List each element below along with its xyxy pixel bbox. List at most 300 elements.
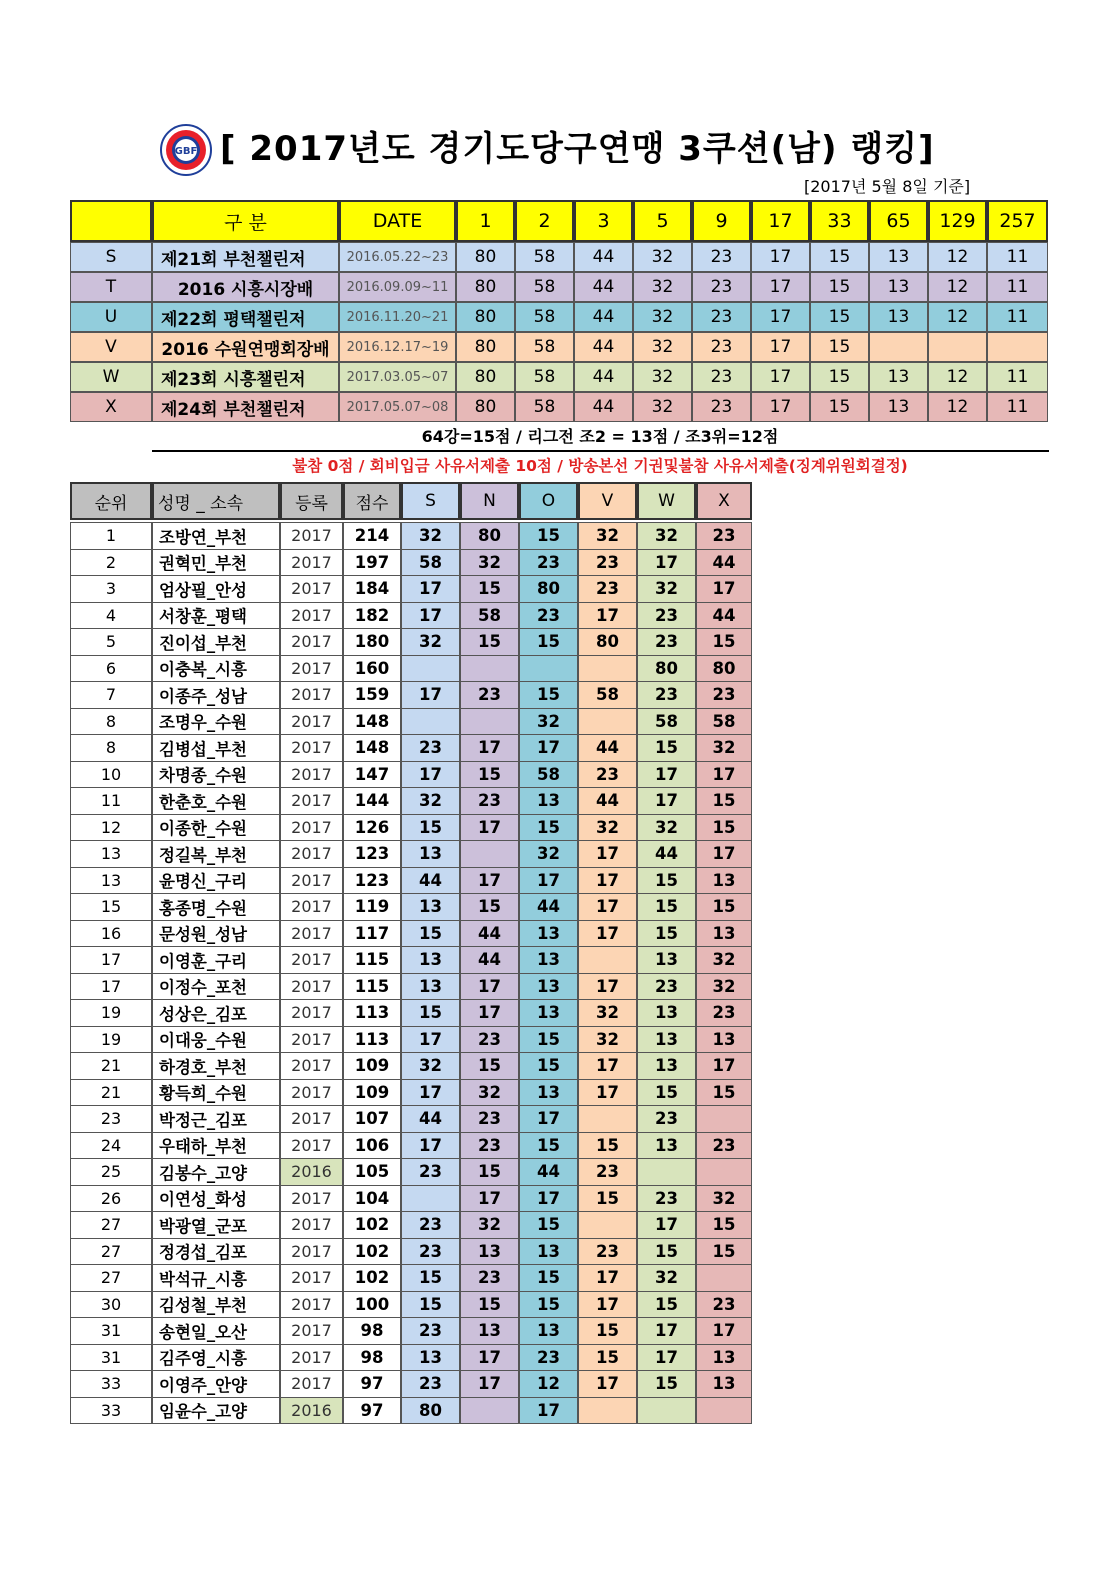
registration-year: 2017 <box>280 946 343 974</box>
points-cell: 32 <box>633 392 692 422</box>
event-points <box>696 1158 752 1186</box>
rank-cell: 5 <box>70 628 152 656</box>
event-points: 32 <box>460 1079 519 1107</box>
event-points: 15 <box>696 1079 752 1107</box>
event-points: 32 <box>637 575 696 603</box>
points-cell: 44 <box>574 242 633 272</box>
ranking-header-cell: 등록 <box>280 482 343 520</box>
event-points: 32 <box>578 522 637 550</box>
points-cell: 17 <box>751 392 810 422</box>
event-points <box>696 1105 752 1133</box>
event-points: 17 <box>401 1026 460 1054</box>
player-name: 이정수_포천 <box>152 973 280 1001</box>
registration-year: 2016 <box>280 1158 343 1186</box>
tournament-points-table <box>70 200 1048 422</box>
event-points: 17 <box>637 1344 696 1372</box>
points-cell: 15 <box>810 302 869 332</box>
points-cell <box>987 332 1048 362</box>
event-points: 13 <box>519 973 578 1001</box>
tournament-code: S <box>70 242 152 272</box>
registration-year: 2017 <box>280 628 343 656</box>
event-points: 80 <box>519 575 578 603</box>
event-points: 17 <box>578 1264 637 1292</box>
event-points: 15 <box>519 1026 578 1054</box>
event-points: 17 <box>578 1370 637 1398</box>
total-score: 117 <box>343 920 401 948</box>
event-points: 13 <box>519 1317 578 1345</box>
event-points: 32 <box>578 999 637 1027</box>
event-points: 44 <box>460 920 519 948</box>
ranking-header-cell: O <box>519 482 578 520</box>
event-points: 17 <box>696 575 752 603</box>
event-points: 23 <box>696 999 752 1027</box>
event-points: 13 <box>696 1026 752 1054</box>
points-cell: 58 <box>515 392 574 422</box>
event-points: 32 <box>696 946 752 974</box>
event-points: 23 <box>401 734 460 762</box>
event-points: 13 <box>460 1317 519 1345</box>
event-points: 58 <box>401 549 460 577</box>
event-points: 23 <box>637 602 696 630</box>
registration-year: 2016 <box>280 1397 343 1425</box>
event-points: 15 <box>519 814 578 842</box>
rank-cell: 25 <box>70 1158 152 1186</box>
total-score: 115 <box>343 946 401 974</box>
event-points: 15 <box>637 734 696 762</box>
player-name: 정길복_부천 <box>152 840 280 868</box>
total-score: 109 <box>343 1052 401 1080</box>
event-points: 13 <box>401 946 460 974</box>
points-cell: 58 <box>515 242 574 272</box>
event-points: 15 <box>637 1238 696 1266</box>
event-points: 15 <box>401 814 460 842</box>
event-points: 17 <box>460 867 519 895</box>
event-points <box>578 1397 637 1425</box>
event-points: 15 <box>460 628 519 656</box>
event-points: 15 <box>460 575 519 603</box>
event-points <box>578 655 637 683</box>
total-score: 119 <box>343 893 401 921</box>
event-points: 17 <box>460 734 519 762</box>
rank-cell: 1 <box>70 522 152 550</box>
event-points: 23 <box>637 1105 696 1133</box>
registration-year: 2017 <box>280 1344 343 1372</box>
event-points: 15 <box>519 1052 578 1080</box>
player-name: 이영훈_구리 <box>152 946 280 974</box>
event-points: 44 <box>637 840 696 868</box>
tournament-name: 2016 시흥시장배 <box>152 272 339 302</box>
event-points <box>519 655 578 683</box>
total-score: 102 <box>343 1238 401 1266</box>
points-cell: 12 <box>928 362 987 392</box>
total-score: 144 <box>343 787 401 815</box>
event-points: 23 <box>578 761 637 789</box>
event-points: 13 <box>401 840 460 868</box>
event-points: 32 <box>637 1264 696 1292</box>
event-points: 15 <box>637 1370 696 1398</box>
event-points: 13 <box>519 999 578 1027</box>
tournament-date: 2016.11.20~21 <box>339 302 456 332</box>
player-name: 진이섭_부천 <box>152 628 280 656</box>
player-name: 윤명신_구리 <box>152 867 280 895</box>
rank-cell: 15 <box>70 893 152 921</box>
event-points: 44 <box>519 893 578 921</box>
rank-cell: 17 <box>70 973 152 1001</box>
registration-year: 2017 <box>280 840 343 868</box>
points-note: 64강=15점 / 리그전 조2 = 13점 / 조3위=12점 <box>421 427 779 446</box>
event-points: 15 <box>637 1291 696 1319</box>
player-name: 송현일_오산 <box>152 1317 280 1345</box>
points-cell: 44 <box>574 272 633 302</box>
points-header-cell: 33 <box>810 200 869 242</box>
total-score: 180 <box>343 628 401 656</box>
registration-year: 2017 <box>280 893 343 921</box>
rank-cell: 23 <box>70 1105 152 1133</box>
ranking-table <box>70 482 752 1425</box>
tournament-date: 2016.09.09~11 <box>339 272 456 302</box>
points-cell: 15 <box>810 272 869 302</box>
event-points: 23 <box>401 1317 460 1345</box>
points-cell: 32 <box>633 242 692 272</box>
divider <box>152 450 1049 452</box>
points-cell: 15 <box>810 392 869 422</box>
registration-year: 2017 <box>280 814 343 842</box>
tournament-date: 2017.05.07~08 <box>339 392 456 422</box>
event-points: 17 <box>696 761 752 789</box>
event-points: 15 <box>460 1052 519 1080</box>
player-name: 엄상필_안성 <box>152 575 280 603</box>
rank-cell: 33 <box>70 1370 152 1398</box>
event-points: 23 <box>401 1238 460 1266</box>
event-points: 23 <box>696 1132 752 1160</box>
points-header-cell: 5 <box>633 200 692 242</box>
rank-cell: 6 <box>70 655 152 683</box>
event-points: 23 <box>637 973 696 1001</box>
event-points: 80 <box>460 522 519 550</box>
event-points <box>696 1264 752 1292</box>
player-name: 임윤수_고양 <box>152 1397 280 1425</box>
gbf-logo <box>160 124 212 176</box>
event-points: 17 <box>519 1185 578 1213</box>
event-points: 23 <box>401 1158 460 1186</box>
event-points: 32 <box>460 1211 519 1239</box>
points-cell: 80 <box>456 242 515 272</box>
event-points: 13 <box>637 1052 696 1080</box>
player-name: 우태하_부천 <box>152 1132 280 1160</box>
event-points: 17 <box>696 840 752 868</box>
event-points: 44 <box>401 1105 460 1133</box>
tournament-code: V <box>70 332 152 362</box>
points-cell <box>869 332 928 362</box>
total-score: 107 <box>343 1105 401 1133</box>
player-name: 서창훈_평택 <box>152 602 280 630</box>
total-score: 106 <box>343 1132 401 1160</box>
event-points: 15 <box>696 1238 752 1266</box>
event-points <box>401 1185 460 1213</box>
player-name: 이충복_시흥 <box>152 655 280 683</box>
tournament-name: 제22회 평택챌린저 <box>152 302 339 332</box>
points-cell: 32 <box>633 332 692 362</box>
registration-year: 2017 <box>280 1291 343 1319</box>
event-points: 17 <box>637 1211 696 1239</box>
points-cell: 23 <box>692 362 751 392</box>
tournament-code: W <box>70 362 152 392</box>
points-cell: 58 <box>515 272 574 302</box>
points-cell: 58 <box>515 302 574 332</box>
points-header-cell: 구 분 <box>152 200 339 242</box>
points-cell: 13 <box>869 362 928 392</box>
rank-cell: 30 <box>70 1291 152 1319</box>
event-points: 13 <box>401 893 460 921</box>
points-cell: 11 <box>987 302 1048 332</box>
player-name: 이종한_수원 <box>152 814 280 842</box>
points-cell: 17 <box>751 362 810 392</box>
player-name: 황득희_수원 <box>152 1079 280 1107</box>
rank-cell: 33 <box>70 1397 152 1425</box>
event-points: 13 <box>401 1344 460 1372</box>
event-points: 15 <box>578 1185 637 1213</box>
total-score: 123 <box>343 840 401 868</box>
total-score: 214 <box>343 522 401 550</box>
rank-cell: 19 <box>70 999 152 1027</box>
total-score: 102 <box>343 1264 401 1292</box>
points-cell: 23 <box>692 332 751 362</box>
registration-year: 2017 <box>280 920 343 948</box>
points-cell: 13 <box>869 302 928 332</box>
registration-year: 2017 <box>280 681 343 709</box>
event-points: 13 <box>519 787 578 815</box>
event-points: 15 <box>578 1344 637 1372</box>
event-points: 32 <box>578 1026 637 1054</box>
total-score: 109 <box>343 1079 401 1107</box>
total-score: 105 <box>343 1158 401 1186</box>
total-score: 115 <box>343 973 401 1001</box>
player-name: 이영주_안양 <box>152 1370 280 1398</box>
event-points: 32 <box>519 708 578 736</box>
event-points: 23 <box>696 522 752 550</box>
event-points: 44 <box>460 946 519 974</box>
event-points: 15 <box>696 1211 752 1239</box>
registration-year: 2017 <box>280 708 343 736</box>
ranking-header-cell: S <box>401 482 460 520</box>
total-score: 126 <box>343 814 401 842</box>
tournament-name: 제21회 부천챌린저 <box>152 242 339 272</box>
rank-cell: 4 <box>70 602 152 630</box>
registration-year: 2017 <box>280 1079 343 1107</box>
event-points <box>578 946 637 974</box>
rank-cell: 27 <box>70 1211 152 1239</box>
points-cell: 15 <box>810 242 869 272</box>
event-points: 23 <box>460 681 519 709</box>
event-points: 15 <box>637 893 696 921</box>
event-points: 17 <box>460 999 519 1027</box>
rank-cell: 2 <box>70 549 152 577</box>
total-score: 184 <box>343 575 401 603</box>
points-header-cell: 9 <box>692 200 751 242</box>
event-points: 23 <box>519 602 578 630</box>
event-points: 15 <box>696 814 752 842</box>
event-points: 23 <box>637 1185 696 1213</box>
event-points: 13 <box>401 973 460 1001</box>
event-points: 13 <box>637 1132 696 1160</box>
event-points: 15 <box>578 1317 637 1345</box>
event-points: 17 <box>401 602 460 630</box>
event-points: 23 <box>578 1158 637 1186</box>
points-cell: 12 <box>928 242 987 272</box>
points-cell: 58 <box>515 362 574 392</box>
player-name: 정경섭_김포 <box>152 1238 280 1266</box>
event-points: 13 <box>519 1238 578 1266</box>
registration-year: 2017 <box>280 734 343 762</box>
total-score: 148 <box>343 708 401 736</box>
event-points: 15 <box>460 1291 519 1319</box>
points-cell: 11 <box>987 392 1048 422</box>
points-cell: 13 <box>869 392 928 422</box>
points-cell: 11 <box>987 272 1048 302</box>
registration-year: 2017 <box>280 1211 343 1239</box>
event-points: 17 <box>637 787 696 815</box>
points-cell: 12 <box>928 272 987 302</box>
event-points: 15 <box>519 1264 578 1292</box>
tournament-date: 2017.03.05~07 <box>339 362 456 392</box>
event-points: 17 <box>519 734 578 762</box>
points-cell: 23 <box>692 272 751 302</box>
event-points: 17 <box>460 973 519 1001</box>
points-cell: 13 <box>869 272 928 302</box>
total-score: 98 <box>343 1317 401 1345</box>
points-cell: 17 <box>751 272 810 302</box>
event-points: 32 <box>696 1185 752 1213</box>
event-points: 15 <box>519 681 578 709</box>
player-name: 조명우_수원 <box>152 708 280 736</box>
event-points <box>460 708 519 736</box>
event-points: 17 <box>460 814 519 842</box>
event-points: 13 <box>519 920 578 948</box>
total-score: 102 <box>343 1211 401 1239</box>
total-score: 98 <box>343 1344 401 1372</box>
event-points: 32 <box>637 522 696 550</box>
rank-cell: 19 <box>70 1026 152 1054</box>
event-points: 17 <box>637 549 696 577</box>
total-score: 147 <box>343 761 401 789</box>
points-cell: 17 <box>751 242 810 272</box>
event-points: 58 <box>578 681 637 709</box>
event-points: 15 <box>460 1158 519 1186</box>
event-points: 15 <box>696 893 752 921</box>
event-points: 13 <box>696 1370 752 1398</box>
registration-year: 2017 <box>280 1026 343 1054</box>
player-name: 박정근_김포 <box>152 1105 280 1133</box>
event-points: 23 <box>401 1370 460 1398</box>
points-cell: 58 <box>515 332 574 362</box>
event-points: 17 <box>578 893 637 921</box>
event-points: 23 <box>696 681 752 709</box>
total-score: 123 <box>343 867 401 895</box>
event-points <box>578 1105 637 1133</box>
registration-year: 2017 <box>280 999 343 1027</box>
points-cell: 80 <box>456 362 515 392</box>
event-points: 23 <box>578 575 637 603</box>
player-name: 이연성_화성 <box>152 1185 280 1213</box>
event-points: 44 <box>578 787 637 815</box>
event-points: 17 <box>519 1397 578 1425</box>
total-score: 97 <box>343 1370 401 1398</box>
tournament-date: 2016.12.17~19 <box>339 332 456 362</box>
player-name: 김성철_부천 <box>152 1291 280 1319</box>
event-points: 15 <box>696 787 752 815</box>
player-name: 박광열_군포 <box>152 1211 280 1239</box>
player-name: 박석규_시흥 <box>152 1264 280 1292</box>
svg-text:GBF: GBF <box>174 146 198 157</box>
event-points: 32 <box>460 549 519 577</box>
event-points: 32 <box>401 628 460 656</box>
points-header-cell: DATE <box>339 200 456 242</box>
points-cell: 23 <box>692 302 751 332</box>
points-cell: 15 <box>810 332 869 362</box>
points-cell: 44 <box>574 392 633 422</box>
event-points: 17 <box>696 1317 752 1345</box>
points-cell: 32 <box>633 272 692 302</box>
event-points <box>637 1397 696 1425</box>
points-cell: 32 <box>633 302 692 332</box>
rank-cell: 3 <box>70 575 152 603</box>
event-points: 23 <box>578 549 637 577</box>
rank-cell: 21 <box>70 1079 152 1107</box>
registration-year: 2017 <box>280 1052 343 1080</box>
player-name: 김봉수_고양 <box>152 1158 280 1186</box>
event-points: 17 <box>401 575 460 603</box>
event-points: 23 <box>460 1132 519 1160</box>
registration-year: 2017 <box>280 575 343 603</box>
event-points: 15 <box>401 1291 460 1319</box>
event-points: 17 <box>401 1079 460 1107</box>
event-points: 12 <box>519 1370 578 1398</box>
event-points <box>460 1397 519 1425</box>
event-points: 23 <box>401 1211 460 1239</box>
player-name: 차명종_수원 <box>152 761 280 789</box>
player-name: 이대웅_수원 <box>152 1026 280 1054</box>
rank-cell: 31 <box>70 1344 152 1372</box>
event-points <box>637 1158 696 1186</box>
registration-year: 2017 <box>280 1317 343 1345</box>
player-name: 조방연_부천 <box>152 522 280 550</box>
points-cell: 44 <box>574 302 633 332</box>
player-name: 이종주_성남 <box>152 681 280 709</box>
event-points <box>578 708 637 736</box>
event-points: 80 <box>637 655 696 683</box>
event-points <box>401 655 460 683</box>
event-points: 13 <box>696 1344 752 1372</box>
ranking-header-cell: W <box>637 482 696 520</box>
event-points: 80 <box>578 628 637 656</box>
event-points: 13 <box>696 867 752 895</box>
event-points: 17 <box>637 1317 696 1345</box>
event-points: 58 <box>696 708 752 736</box>
points-cell: 23 <box>692 242 751 272</box>
event-points: 15 <box>401 1264 460 1292</box>
event-points: 32 <box>578 814 637 842</box>
registration-year: 2017 <box>280 602 343 630</box>
points-cell: 80 <box>456 272 515 302</box>
event-points <box>578 1211 637 1239</box>
event-points: 17 <box>637 761 696 789</box>
event-points: 17 <box>519 1105 578 1133</box>
event-points: 17 <box>578 1079 637 1107</box>
player-name: 한춘호_수원 <box>152 787 280 815</box>
player-name: 권혁민_부천 <box>152 549 280 577</box>
event-points: 23 <box>637 681 696 709</box>
tournament-date: 2016.05.22~23 <box>339 242 456 272</box>
